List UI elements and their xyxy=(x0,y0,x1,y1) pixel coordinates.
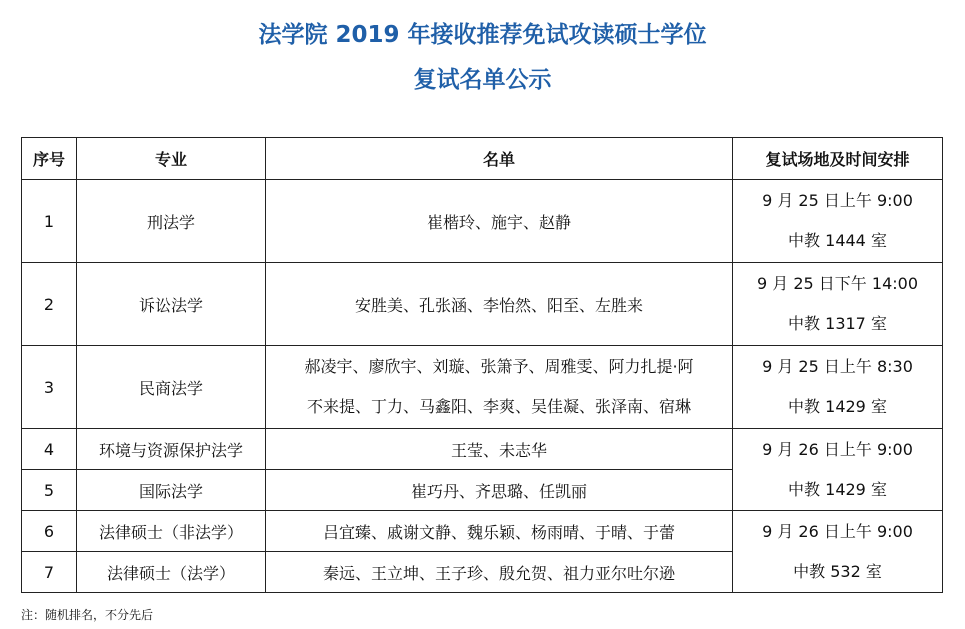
row-no: 7 xyxy=(22,552,77,593)
page-title: 法学院 2019 年接收推荐免试攻读硕士学位 xyxy=(258,22,707,48)
row-names: 王莹、未志华 xyxy=(266,429,733,470)
row-names: 吕宜臻、戚谢文静、魏乐颖、杨雨晴、于晴、于蕾 xyxy=(266,511,733,552)
header-major: 专业 xyxy=(77,138,266,180)
schedule-room: 中教 532 室 xyxy=(793,561,882,581)
row-names: 崔巧丹、齐思璐、任凯丽 xyxy=(266,470,733,511)
footnote: 注：随机排名，不分先后 xyxy=(21,608,154,622)
row-no: 1 xyxy=(22,180,77,263)
schedule-room: 中教 1444 室 xyxy=(788,231,887,250)
row-names: 崔楷玲、施宇、赵静 xyxy=(266,180,733,263)
page-subtitle: 复试名单公示 xyxy=(413,67,552,93)
row-schedule xyxy=(733,180,943,263)
table-row xyxy=(22,180,943,263)
row-major: 民商法学 xyxy=(77,346,266,429)
table-row xyxy=(22,429,943,470)
header-schedule: 复试场地及时间安排 xyxy=(733,138,943,180)
row-no: 3 xyxy=(22,346,77,429)
interview-schedule-table xyxy=(21,137,943,593)
schedule-time: 9 月 25 日下午 14:00 xyxy=(757,274,918,293)
row-major: 国际法学 xyxy=(77,470,266,511)
row-major: 法律硕士（法学） xyxy=(77,552,266,593)
row-major: 法律硕士（非法学） xyxy=(77,511,266,552)
row-names: 安胜美、孔张涵、李怡然、阳至、左胜来 xyxy=(266,263,733,346)
names-line: 不来提、丁力、马鑫阳、李爽、吴佳凝、张泽南、宿琳 xyxy=(306,397,691,416)
row-major: 诉讼法学 xyxy=(77,263,266,346)
table-header-row xyxy=(22,138,943,180)
table-row xyxy=(22,346,943,429)
row-major: 刑法学 xyxy=(77,180,266,263)
row-schedule xyxy=(733,429,943,511)
row-names: 秦远、王立坤、王子珍、殷允贺、祖力亚尔吐尔逊 xyxy=(266,552,733,593)
row-no: 6 xyxy=(22,511,77,552)
row-names xyxy=(266,346,733,429)
row-no: 2 xyxy=(22,263,77,346)
row-major: 环境与资源保护法学 xyxy=(77,429,266,470)
table-row xyxy=(22,511,943,552)
row-schedule xyxy=(733,346,943,429)
schedule-time: 9 月 25 日上午 8:30 xyxy=(762,357,913,376)
row-no: 5 xyxy=(22,470,77,511)
schedule-time: 9 月 26 日上午 9:00 xyxy=(762,439,913,459)
schedule-time: 9 月 25 日上午 9:00 xyxy=(762,191,913,210)
names-line: 郝凌宇、廖欣宇、刘璇、张箫予、周雅雯、阿力扎提·阿 xyxy=(304,357,694,376)
schedule-room: 中教 1429 室 xyxy=(788,397,887,416)
schedule-room: 中教 1429 室 xyxy=(788,479,887,499)
schedule-time: 9 月 26 日上午 9:00 xyxy=(762,521,913,541)
row-schedule xyxy=(733,511,943,593)
row-no: 4 xyxy=(22,429,77,470)
header-names: 名单 xyxy=(266,138,733,180)
header-no: 序号 xyxy=(22,138,77,180)
table-row xyxy=(22,263,943,346)
row-schedule xyxy=(733,263,943,346)
schedule-room: 中教 1317 室 xyxy=(788,314,887,333)
